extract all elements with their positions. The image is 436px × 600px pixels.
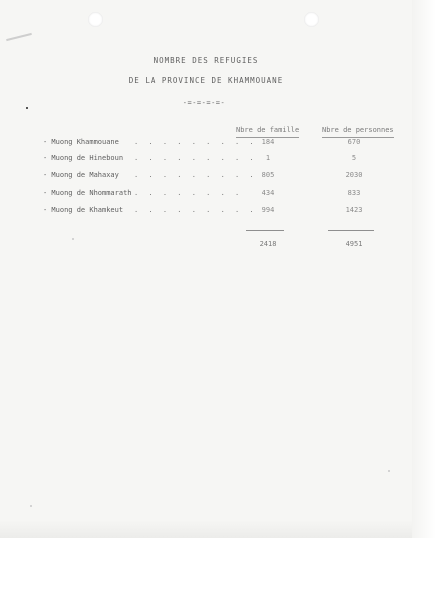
column-header-personnes bbox=[322, 126, 394, 134]
punch-hole-right bbox=[304, 12, 319, 27]
paper-speck bbox=[30, 505, 32, 507]
document-subtitle: DE LA PROVINCE DE KHAMMOUANE bbox=[128, 76, 284, 85]
column-header-personnes-text: Nbre de personnes bbox=[322, 126, 394, 134]
punch-hole-left bbox=[88, 12, 103, 27]
row-label: - Muong de Hineboun bbox=[43, 154, 124, 162]
row-personnes: 2030 bbox=[345, 171, 363, 179]
title-separator: -=-=-=-=- bbox=[182, 99, 226, 107]
table-row bbox=[0, 171, 412, 185]
row-familles: 805 bbox=[261, 171, 275, 179]
row-personnes: 5 bbox=[351, 154, 357, 162]
table-row bbox=[0, 154, 412, 168]
total-familles: 2418 bbox=[259, 240, 277, 248]
paper-speck bbox=[72, 238, 74, 240]
paper-speck bbox=[388, 470, 390, 472]
row-label: - Muong de Mahaxay bbox=[43, 171, 119, 179]
row-personnes: 670 bbox=[347, 138, 361, 146]
table-row bbox=[0, 138, 412, 152]
ink-dot bbox=[26, 107, 28, 109]
row-label: - Muong de Khamkeut bbox=[43, 206, 124, 214]
row-personnes: 1423 bbox=[345, 206, 363, 214]
row-leader-dots: . . . . . . . . . bbox=[134, 171, 257, 179]
row-familles: 434 bbox=[261, 189, 275, 197]
total-rule-familles bbox=[246, 230, 284, 231]
page-bottom-shadow bbox=[0, 520, 412, 538]
total-rule-personnes bbox=[328, 230, 374, 231]
row-personnes: 833 bbox=[347, 189, 361, 197]
total-personnes: 4951 bbox=[345, 240, 363, 248]
row-familles: 994 bbox=[261, 206, 275, 214]
row-leader-dots: . . . . . . . . . bbox=[134, 206, 257, 214]
row-familles: 184 bbox=[261, 138, 275, 146]
column-header-familles-text: Nbre de famille bbox=[236, 126, 300, 134]
table-row bbox=[0, 189, 412, 203]
document-title: NOMBRE DES REFUGIES bbox=[153, 56, 259, 65]
row-familles: 1 bbox=[265, 154, 271, 162]
page-edge bbox=[412, 0, 436, 538]
row-label: - Muong Khammouane bbox=[43, 138, 119, 146]
row-leader-dots: . . . . . . . . . bbox=[134, 138, 257, 146]
row-leader-dots: . . . . . . . . bbox=[134, 189, 243, 197]
column-header-familles bbox=[236, 126, 299, 134]
table-row bbox=[0, 206, 412, 220]
row-label: - Muong de Nhommarath bbox=[43, 189, 132, 197]
row-leader-dots: . . . . . . . . . bbox=[134, 154, 257, 162]
